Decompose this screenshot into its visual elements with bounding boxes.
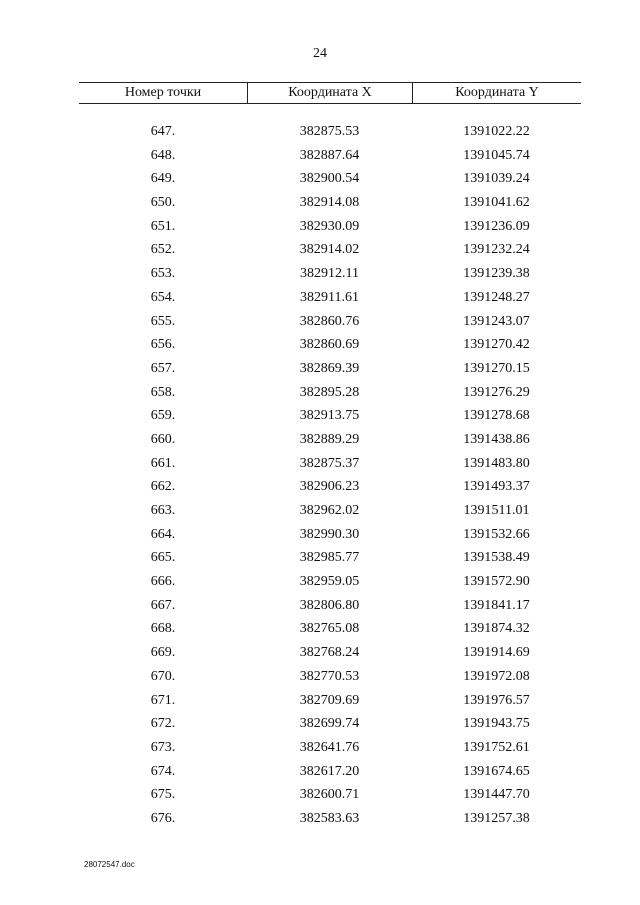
- cell-point-number: 673.: [150, 739, 176, 755]
- cell-coordinate-y: 1391976.57: [463, 692, 530, 708]
- cell-coordinate-x: 382959.05: [299, 574, 360, 590]
- table-row: [79, 381, 581, 405]
- cell-point-number: 653.: [150, 266, 176, 282]
- cell-coordinate-x: 382770.53: [299, 668, 360, 684]
- cell-point-number: 664.: [150, 526, 176, 542]
- cell-coordinate-x: 382699.74: [299, 716, 360, 732]
- cell-point-number: 663.: [150, 503, 176, 518]
- cell-coordinate-y: 1391236.09: [463, 218, 530, 234]
- cell-coordinate-x: 382900.54: [299, 171, 360, 187]
- cell-coordinate-x: 382806.80: [299, 597, 360, 613]
- cell-coordinate-x: 382914.02: [299, 242, 360, 258]
- cell-point-number: 649.: [150, 171, 176, 187]
- cell-coordinate-y: 1391943.75: [463, 716, 530, 732]
- table-row: [79, 357, 581, 381]
- cell-coordinate-x: 382583.63: [299, 810, 360, 826]
- cell-coordinate-y: 1391674.65: [463, 763, 530, 779]
- cell-point-number: 654.: [150, 289, 176, 305]
- cell-coordinate-x: 382641.76: [299, 739, 360, 755]
- cell-coordinate-y: 1391841.17: [463, 597, 530, 613]
- cell-coordinate-x: 382617.20: [299, 763, 360, 779]
- cell-coordinate-y: 1391278.68: [463, 408, 530, 424]
- cell-coordinate-y: 1391276.29: [463, 384, 530, 400]
- table-row: [79, 807, 581, 831]
- cell-coordinate-x: 382765.08: [299, 621, 360, 637]
- cell-coordinate-y: 1391041.62: [463, 195, 530, 211]
- cell-point-number: 662.: [150, 479, 176, 495]
- cell-point-number: 648.: [150, 147, 176, 163]
- cell-coordinate-y: 1391045.74: [463, 147, 530, 163]
- page-number: 24: [313, 46, 327, 61]
- table-row: [79, 617, 581, 641]
- cell-coordinate-x: 382869.39: [299, 360, 360, 376]
- cell-coordinate-y: 1391243.07: [463, 313, 530, 329]
- table-row: [79, 665, 581, 689]
- cell-coordinate-y: 1391752.61: [463, 739, 530, 755]
- cell-point-number: 670.: [150, 668, 176, 684]
- table-row: [79, 262, 581, 286]
- table-row: [79, 310, 581, 334]
- cell-coordinate-y: 1391532.66: [463, 526, 530, 542]
- cell-coordinate-y: 1391232.24: [463, 242, 530, 258]
- cell-point-number: 658.: [150, 384, 176, 400]
- table-row: [79, 452, 581, 476]
- table-row: [79, 689, 581, 713]
- cell-coordinate-y: 1391239.38: [463, 266, 530, 282]
- cell-coordinate-y: 1391039.24: [463, 171, 530, 187]
- cell-coordinate-y: 1391257.38: [463, 810, 530, 826]
- table-row: [79, 120, 581, 144]
- table-row: [79, 760, 581, 784]
- cell-coordinate-x: 382914.08: [299, 195, 360, 211]
- cell-coordinate-x: 382709.69: [299, 692, 360, 708]
- cell-coordinate-x: 382911.61: [300, 289, 359, 305]
- cell-point-number: 655.: [150, 313, 176, 329]
- header-point-number: Номер точки: [124, 85, 202, 100]
- table-row: [79, 523, 581, 547]
- cell-coordinate-y: 1391447.70: [463, 787, 530, 803]
- table-row: [79, 215, 581, 239]
- cell-point-number: 669.: [150, 645, 176, 661]
- cell-coordinate-x: 382875.37: [299, 455, 360, 471]
- cell-coordinate-y: 1391270.15: [463, 360, 530, 376]
- cell-coordinate-x: 382895.28: [299, 384, 360, 400]
- cell-coordinate-x: 382912.11: [300, 266, 359, 282]
- cell-coordinate-y: 1391270.42: [463, 337, 530, 353]
- cell-point-number: 668.: [150, 621, 176, 637]
- cell-point-number: 656.: [150, 337, 176, 353]
- table-row: [79, 167, 581, 191]
- table-row: [79, 712, 581, 736]
- cell-coordinate-y: 1391248.27: [463, 289, 530, 305]
- table-row: [79, 736, 581, 760]
- table-row: [79, 404, 581, 428]
- cell-coordinate-y: 1391483.80: [463, 455, 530, 471]
- cell-coordinate-x: 382906.23: [299, 479, 360, 495]
- table-row: [79, 475, 581, 499]
- coordinates-table: [79, 82, 581, 831]
- cell-coordinate-y: 1391572.90: [463, 574, 530, 590]
- table-row: [79, 546, 581, 570]
- table-row: [79, 570, 581, 594]
- table-row: [79, 783, 581, 807]
- header-coordinate-y: Координата Y: [412, 83, 581, 103]
- cell-coordinate-y: 1391511.01: [463, 503, 530, 518]
- cell-coordinate-y: 1391493.37: [463, 479, 530, 495]
- cell-point-number: 666.: [150, 574, 176, 590]
- cell-coordinate-x: 382860.69: [299, 337, 360, 353]
- cell-point-number: 675.: [150, 787, 176, 803]
- cell-coordinate-x: 382962.02: [299, 503, 360, 518]
- table-row: [79, 144, 581, 168]
- cell-coordinate-x: 382875.53: [299, 124, 360, 139]
- cell-point-number: 672.: [150, 716, 176, 732]
- cell-point-number: 665.: [150, 550, 176, 566]
- cell-coordinate-y: 1391874.32: [463, 621, 530, 637]
- cell-coordinate-x: 382990.30: [299, 526, 360, 542]
- cell-point-number: 652.: [150, 242, 176, 258]
- table-row: [79, 286, 581, 310]
- cell-point-number: 676.: [150, 810, 176, 826]
- cell-point-number: 660.: [150, 431, 176, 447]
- cell-coordinate-x: 382860.76: [299, 313, 360, 329]
- cell-point-number: 674.: [150, 763, 176, 779]
- header-coordinate-x: Координата X: [247, 83, 412, 103]
- cell-point-number: 667.: [150, 597, 176, 613]
- table-row: [79, 333, 581, 357]
- cell-coordinate-x: 382913.75: [299, 408, 360, 424]
- cell-coordinate-x: 382768.24: [299, 645, 360, 661]
- cell-coordinate-x: 382600.71: [299, 787, 360, 803]
- table-body: [79, 104, 581, 831]
- cell-point-number: 659.: [150, 408, 176, 424]
- cell-coordinate-y: 1391022.22: [463, 124, 530, 139]
- table-row: [79, 428, 581, 452]
- table-row: [79, 238, 581, 262]
- cell-point-number: 657.: [150, 360, 176, 376]
- cell-coordinate-x: 382887.64: [299, 147, 360, 163]
- table-row: [79, 594, 581, 618]
- cell-coordinate-x: 382930.09: [299, 218, 360, 234]
- cell-coordinate-y: 1391438.86: [463, 431, 530, 447]
- cell-coordinate-y: 1391972.08: [463, 668, 530, 684]
- table-header: [79, 82, 581, 104]
- cell-coordinate-y: 1391538.49: [463, 550, 530, 566]
- cell-coordinate-y: 1391914.69: [463, 645, 530, 661]
- cell-point-number: 647.: [150, 124, 176, 139]
- footer-filename: 28072547.doc: [84, 860, 135, 869]
- cell-point-number: 661.: [150, 455, 176, 471]
- cell-point-number: 650.: [150, 195, 176, 211]
- cell-coordinate-x: 382985.77: [299, 550, 360, 566]
- cell-point-number: 651.: [150, 218, 176, 234]
- cell-coordinate-x: 382889.29: [299, 431, 360, 447]
- table-row: [79, 499, 581, 523]
- table-row: [79, 641, 581, 665]
- table-row: [79, 191, 581, 215]
- cell-point-number: 671.: [150, 692, 176, 708]
